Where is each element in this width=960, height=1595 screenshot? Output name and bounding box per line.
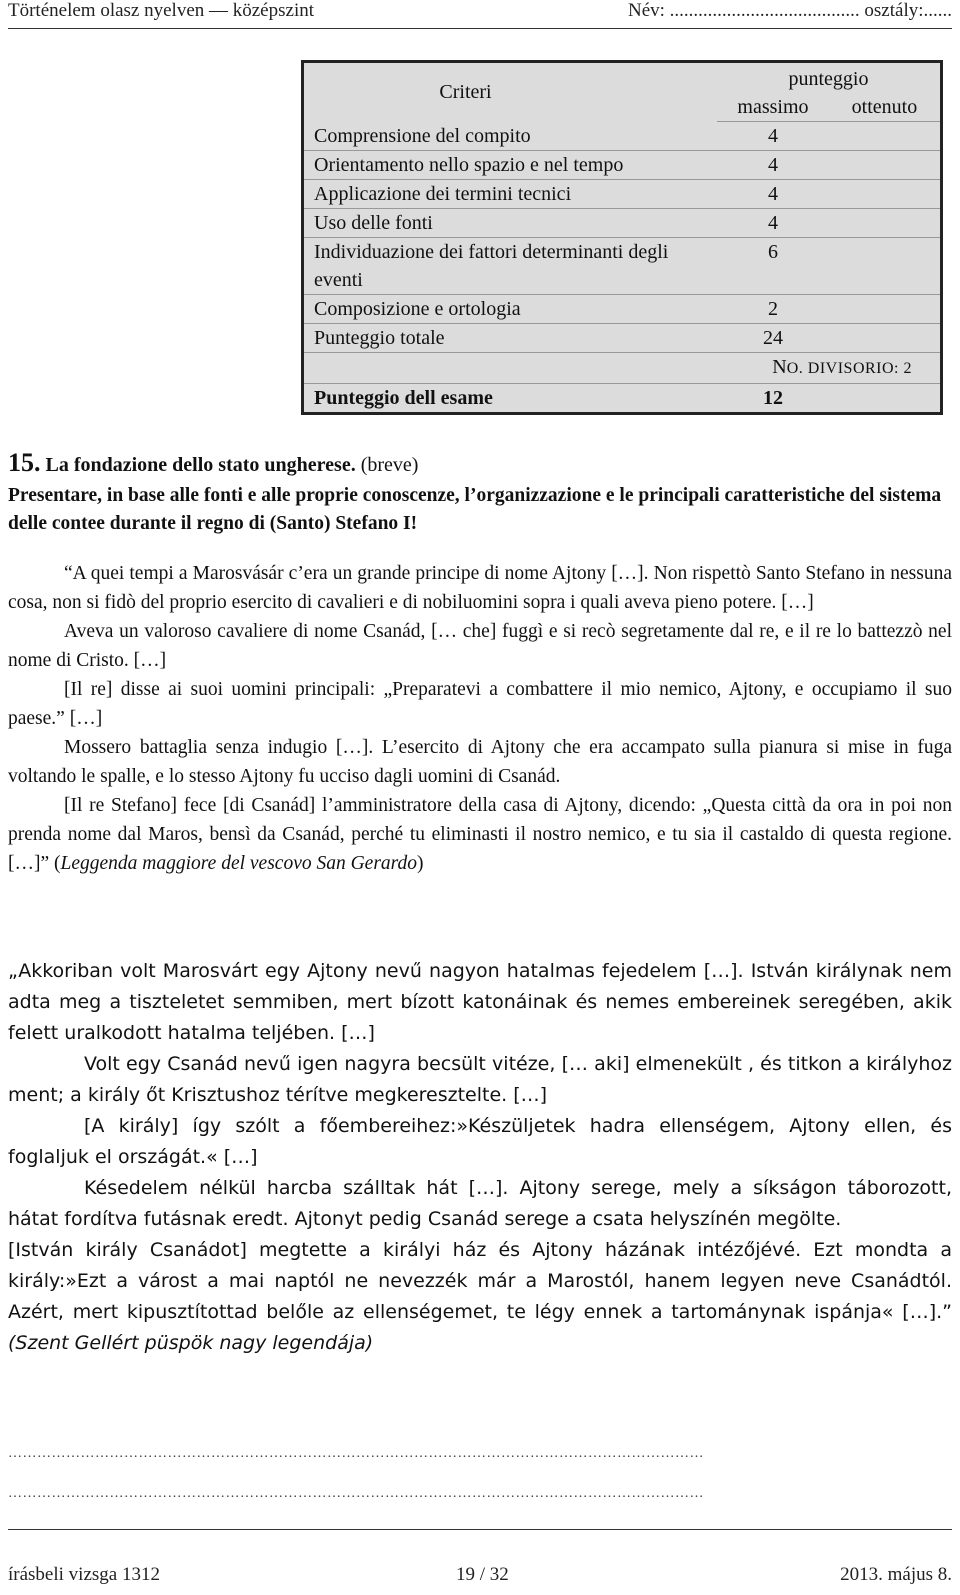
table-row-divisor bbox=[303, 353, 942, 384]
col-header-massimo: massimo bbox=[717, 93, 829, 122]
table-row-exam-score bbox=[303, 384, 942, 414]
criterion-max: 24 bbox=[717, 324, 829, 353]
page-header bbox=[8, 0, 952, 26]
table-row bbox=[303, 180, 942, 209]
criterion-label: Individuazione dei fattori determinanti degli eventi bbox=[303, 238, 718, 295]
footer-date: 2013. május 8. bbox=[840, 1564, 952, 1585]
source-italian bbox=[8, 559, 952, 878]
criterion-label: Punteggio totale bbox=[303, 324, 718, 353]
header-subject: Történelem olasz nyelven — középszint bbox=[8, 0, 315, 21]
exam-score-value: 12 bbox=[762, 387, 783, 409]
criterion-obtained[interactable] bbox=[829, 180, 942, 209]
criterion-max: 6 bbox=[717, 238, 829, 295]
source-paragraph: [István király Csanádot] megtette a királyi ház és Ajtony házának intézőjévé. Ezt mondta a király:»Ezt a várost a mai naptól ne nevezzék már a Marostól, hanem legyen neve Csanádtól. Azért, mert kipusztítottad belőle az ellenségemet, te légy ennek a tartománynak ispánja« […].” (Szent Gellért püspök nagy legendája) bbox=[8, 1239, 952, 1354]
criterion-obtained[interactable] bbox=[829, 151, 942, 180]
col-header-punteggio: punteggio bbox=[788, 68, 869, 90]
footer-page-number: 19 / 32 bbox=[456, 1564, 509, 1585]
exam-score-obtained[interactable] bbox=[829, 384, 942, 414]
criterion-label: Applicazione dei termini tecnici bbox=[303, 180, 718, 209]
table-row bbox=[303, 324, 942, 353]
criterion-max: 4 bbox=[717, 180, 829, 209]
source-paragraph: „Akkoriban volt Marosvárt egy Ajtony nevű nagyon hatalmas fejedelem […]. István királynak nem adta meg a tiszteletet semmiben, mert bízott katonáinak és nemes embereinek seregében, akik felett uralkodott hatalma teljében. […] bbox=[8, 960, 952, 1044]
criterion-label: Uso delle fonti bbox=[303, 209, 718, 238]
criterion-max: 2 bbox=[717, 295, 829, 324]
source-paragraph: [Il re Stefano] fece [di Csanád] l’amministratore della casa di Ajtony, dicendo: „Questa città da ora in poi non prenda nome dal Maros, bensì da Csanád, perché tu eliminasti il nostro nemico, e tu sia il castaldo di questa regione. […]” (Leggenda maggiore del vescovo San Gerardo) bbox=[8, 795, 952, 874]
page-footer bbox=[8, 1564, 952, 1592]
table-row bbox=[303, 209, 942, 238]
criterion-obtained[interactable] bbox=[829, 122, 942, 151]
criterion-max: 4 bbox=[717, 151, 829, 180]
task-name: La fondazione dello stato ungherese. bbox=[45, 454, 356, 476]
source-paragraph: “A quei tempi a Marosvásár c’era un grande principe di nome Ajtony […]. Non rispettò Santo Stefano in nessuna cosa, non si fidò del proprio esercito di cavalieri e di nobiluomini sopra i quali aveva pieno potere. […] bbox=[8, 563, 952, 613]
criterion-obtained[interactable] bbox=[829, 238, 942, 295]
col-header-ottenuto: ottenuto bbox=[829, 93, 942, 122]
task-number: 15. bbox=[8, 448, 41, 477]
table-row bbox=[303, 238, 942, 295]
task-title bbox=[8, 448, 418, 478]
task-instruction: Presentare, in base alle fonti e alle proprie conoscenze, l’organizzazione e le principali caratteristiche del sistema delle contee durante il regno di (Santo) Stefano I! bbox=[8, 485, 942, 534]
source-paragraph: Mossero battaglia senza indugio […]. L’esercito di Ajtony che era accampato sulla pianura si mise in fuga voltando le spalle, e lo stesso Ajtony fu ucciso dagli uomini di Csanád. bbox=[8, 737, 952, 787]
criterion-max: 4 bbox=[717, 122, 829, 151]
col-header-criteri: Criteri bbox=[439, 81, 492, 104]
source-paragraph: Késedelem nélkül harcba szálltak hát […]. Ajtony serege, mely a síkságon táborozott, hátat fordítva futásnak eredt. Ajtonyt pedig Csanád serege a csata helyszínén megölte. bbox=[8, 1177, 952, 1230]
source-citation: Leggenda maggiore del vescovo San Gerardo bbox=[60, 853, 418, 874]
exam-score-label: Punteggio dell esame bbox=[314, 387, 493, 409]
source-paragraph: Aveva un valoroso cavaliere di nome Csanád, [… che] fuggì e si recò segretamente dal re, e il re lo battezzò nel nome di Cristo. […] bbox=[8, 621, 952, 671]
criterion-label: Comprensione del compito bbox=[303, 122, 718, 151]
answer-line[interactable]: ……………………………………………………………………………………………………………………………… bbox=[8, 1446, 704, 1461]
divisor-label: NO. DIVISORIO: 2 bbox=[303, 353, 942, 384]
footer-divider bbox=[8, 1529, 952, 1530]
header-name-class-field: Név: ........................................ osztály:...... bbox=[627, 0, 952, 21]
criterion-max: 4 bbox=[717, 209, 829, 238]
footer-exam-code: írásbeli vizsga 1312 bbox=[8, 1564, 160, 1585]
table-row bbox=[303, 151, 942, 180]
answer-line[interactable]: ……………………………………………………………………………………………………………………………… bbox=[8, 1486, 704, 1501]
criterion-obtained[interactable] bbox=[829, 295, 942, 324]
criterion-obtained[interactable] bbox=[829, 324, 942, 353]
table-row bbox=[303, 295, 942, 324]
source-paragraph: [Il re] disse ai suoi uomini principali: „Preparatevi a combattere il mio nemico, Ajtony, e occupiamo il suo paese.” […] bbox=[8, 679, 952, 729]
source-hungarian bbox=[8, 956, 952, 1359]
source-citation: (Szent Gellért püspök nagy legendája) bbox=[8, 1332, 374, 1354]
header-divider bbox=[8, 28, 952, 29]
source-paragraph: Volt egy Csanád nevű igen nagyra becsült vitéze, [… aki] elmenekült , és titkon a királyhoz ment; a király őt Krisztushoz térítve megkeresztelte. […] bbox=[8, 1053, 952, 1106]
source-paragraph: [A király] így szólt a főembereihez:»Készüljetek hadra ellenségem, Ajtony ellen, és foglaljuk el országát.« […] bbox=[8, 1115, 952, 1168]
score-table bbox=[301, 60, 943, 415]
criterion-label: Composizione e ortologia bbox=[303, 295, 718, 324]
table-row bbox=[303, 122, 942, 151]
task-type: (breve) bbox=[360, 454, 419, 476]
criterion-label: Orientamento nello spazio e nel tempo bbox=[303, 151, 718, 180]
criterion-obtained[interactable] bbox=[829, 209, 942, 238]
